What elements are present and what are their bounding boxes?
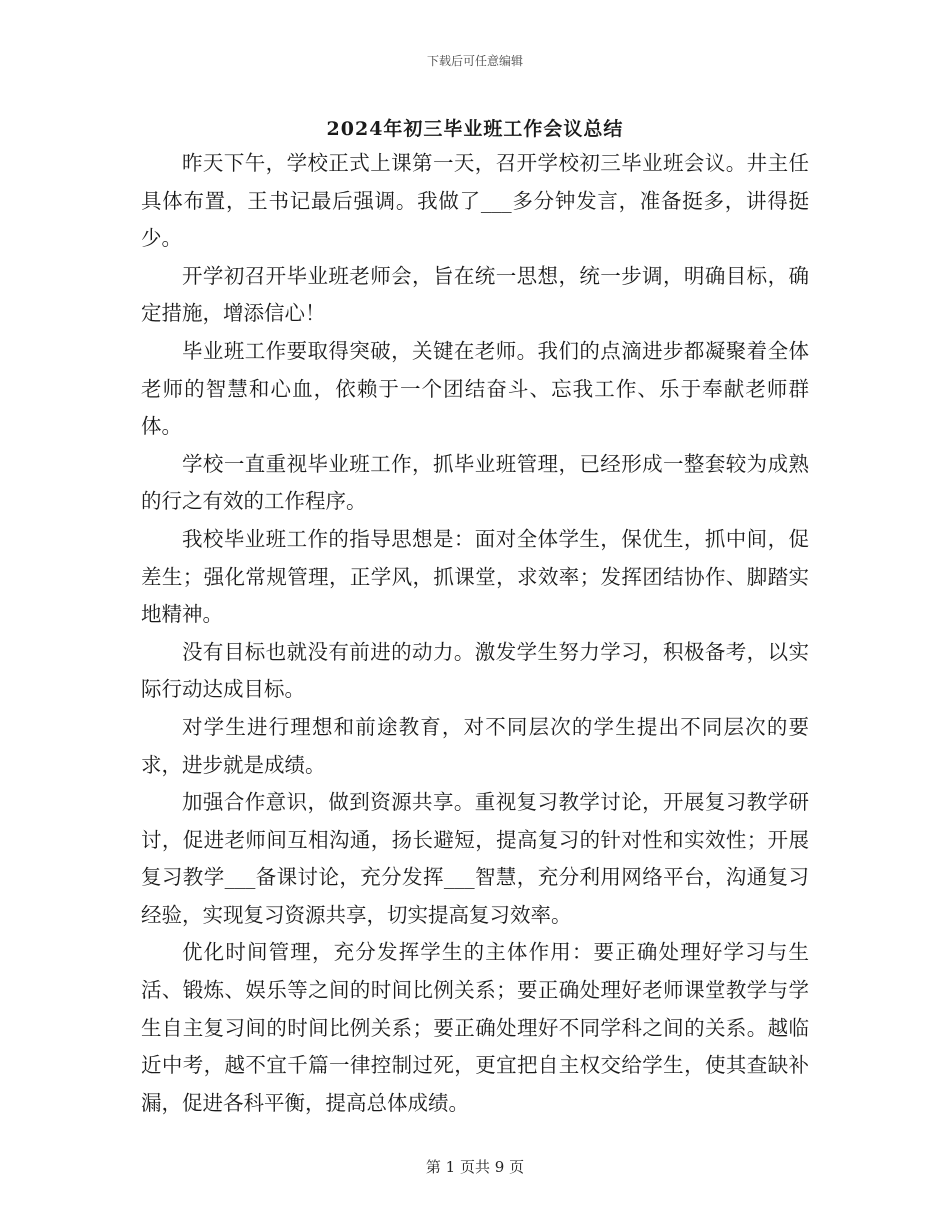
paragraph: 毕业班工作要取得突破，关键在老师。我们的点滴进步都凝聚着全体老师的智慧和心血，依赖于一个团结奋斗、忘我工作、乐于奉献老师群体。 xyxy=(141,338,809,439)
paragraph: 加强合作意识，做到资源共享。重视复习教学讨论，开展复习教学研讨，促进老师间互相沟通，扬长避短，提高复习的针对性和实效性；开展复习教学___备课讨论，充分发挥___智慧，充分利用网络平台，沟通复习经验，实现复习资源共享，切实提高复习效率。 xyxy=(141,790,809,927)
paragraph: 开学初召开毕业班老师会，旨在统一思想，统一步调，明确目标，确定措施，增添信心！ xyxy=(141,263,809,326)
paragraph: 没有目标也就没有前进的动力。激发学生努力学习，积极备考，以实际行动达成目标。 xyxy=(141,639,809,702)
paragraph: 学校一直重视毕业班工作，抓毕业班管理，已经形成一整套较为成熟的行之有效的工作程序。 xyxy=(141,451,809,514)
page-number: 第 1 页共 9 页 xyxy=(425,1158,525,1176)
paragraph: 昨天下午，学校正式上课第一天，召开学校初三毕业班会议。井主任具体布置，王书记最后强调。我做了___多分钟发言，准备挺多，讲得挺少。 xyxy=(141,151,809,251)
document-body xyxy=(141,145,809,1122)
paragraph: 我校毕业班工作的指导思想是：面对全体学生，保优生，抓中间，促差生；强化常规管理，正学风，抓课堂，求效率；发挥团结协作、脚踏实地精神。 xyxy=(141,526,809,627)
document-title: 2024年初三毕业班工作会议总结 xyxy=(326,118,624,140)
paragraph: 对学生进行理想和前途教育，对不同层次的学生提出不同层次的要求，进步就是成绩。 xyxy=(141,714,809,777)
page-header-note: 下载后可任意编辑 xyxy=(426,54,523,68)
paragraph: 优化时间管理，充分发挥学生的主体作用：要正确处理好学习与生活、锻炼、娱乐等之间的时间比例关系；要正确处理好老师课堂教学与学生自主复习间的时间比例关系；要正确处理好不同学科之间的关系。越临近中考，越不宜千篇一律控制过死，更宜把自主权交给学生，使其查缺补漏，促进各科平衡，提高总体成绩。 xyxy=(141,940,809,1115)
